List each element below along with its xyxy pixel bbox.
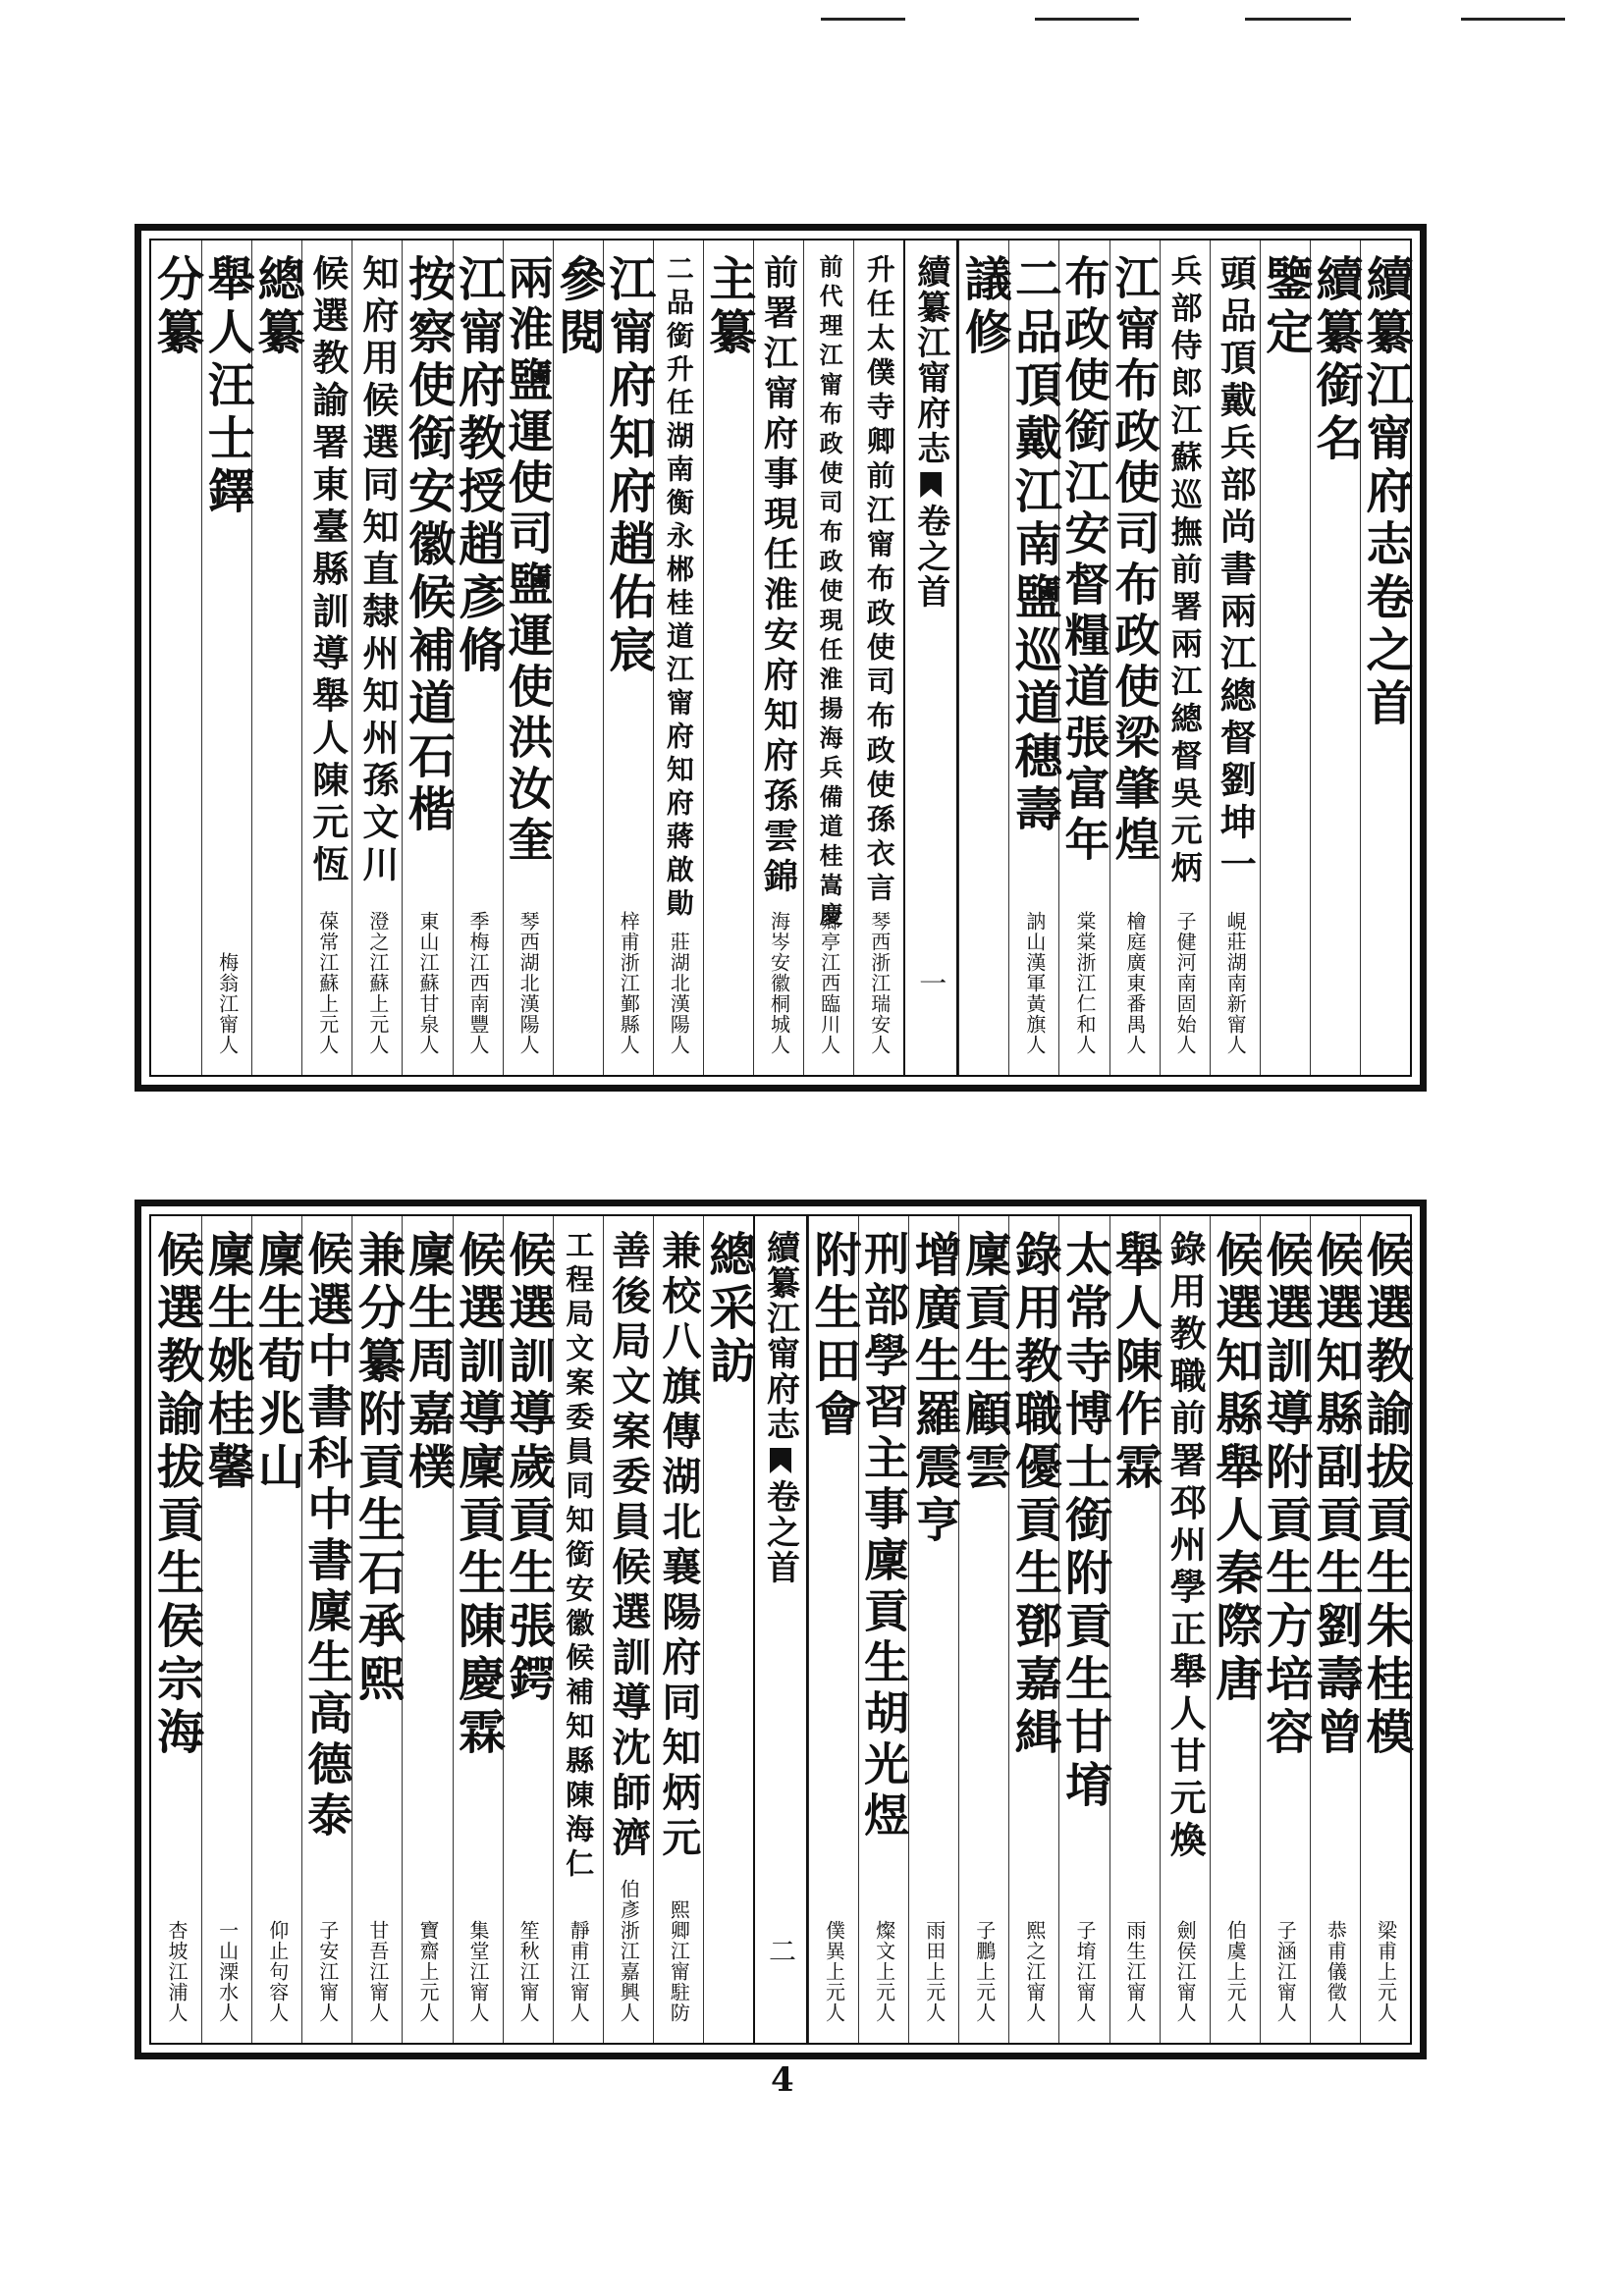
column-main-text: 廩生荀兆山 [249,1230,305,1495]
column-note: 杏坡江浦人 [165,1920,189,2023]
column-note: 仰止句容人 [265,1920,290,2023]
column-note: 莊湖北漢陽人 [667,932,691,1055]
banner-juan: 卷之首 [910,504,950,610]
text-column [803,240,853,1075]
column-main-text: 江甯布政使司布政使梁肇煌 [1108,254,1162,867]
fishtail-mark [920,472,942,498]
column-main-text: 錄用教職優貢生鄧嘉緝 [1006,1230,1062,1760]
column-note: 僕異上元人 [822,1920,846,2023]
column-note: 子鵬上元人 [972,1920,997,2023]
column-main-text: 布政使銜江安督糧道張富年 [1057,254,1111,867]
column-main-text: 兼校八旗傳湖北襄陽府同知炳元 [655,1230,702,1862]
column-main-text: 參閱 [550,254,606,360]
text-column [500,1216,556,2043]
column-main-text: 候選教諭拔貢生朱桂模 [1357,1230,1413,1760]
text-column [1056,1216,1112,2043]
column-note: 東山江蘇甘泉人 [415,911,440,1055]
text-column [1160,240,1210,1075]
column-main-text: 附生田會 [806,1230,862,1442]
column-main-text: 候選知縣副貢生劉壽曾 [1307,1230,1363,1760]
text-column [301,240,352,1075]
banner-folio: 一 [915,969,948,996]
column-note: 棠棠浙江仁和人 [1072,911,1097,1055]
column-main-text: 廩生姚桂馨 [199,1230,255,1495]
column-main-text: 續纂銜名 [1307,254,1363,466]
text-column [503,240,553,1075]
bottom-page-frame [149,1214,1412,2045]
column-main-text: 總纂 [249,254,305,360]
column-note: 訥山漢軍黃旗人 [1022,911,1047,1055]
text-column [1107,1216,1163,2043]
column-note: 子涵江甯人 [1273,1920,1298,2023]
column-main-text: 候選訓導廩貢生陳慶霖 [450,1230,506,1760]
text-column [700,1216,756,2043]
column-note: 一山溧水人 [215,1920,240,2023]
text-column [653,240,703,1075]
column-main-text: 候選教諭拔貢生侯宗海 [148,1230,204,1760]
text-column [600,240,656,1075]
column-main-text: 舉人汪士鐸 [199,254,255,519]
bottom-page [135,1200,1427,2059]
column-main-text: 鑒定 [1257,254,1313,360]
center-banner [903,240,958,1075]
text-column [700,240,756,1075]
text-column [450,240,506,1075]
text-column [906,1216,962,2043]
column-note: 伯彥浙江嘉興人 [617,1879,641,2023]
column-main-text: 候選知縣舉人秦際唐 [1207,1230,1263,1707]
column-note: 雨田上元人 [922,1920,947,2023]
column-note: 葆常江蘇上元人 [315,911,340,1055]
center-banner [753,1216,808,2043]
column-note: 甘吾江甯人 [365,1920,390,2023]
top-page [135,224,1427,1092]
text-column [603,1216,653,2043]
banner-juan: 卷之首 [760,1479,800,1585]
column-note: 笙秋江甯人 [516,1920,541,2023]
top-rule-3 [1245,18,1351,21]
text-column [857,1216,911,2043]
column-main-text: 二品銜升任湖南衡永郴桂道江甯府知府蔣啟勛 [662,254,695,922]
text-column [956,1216,1012,2043]
column-main-text: 二品頂戴江南鹽巡道穗壽 [1006,254,1062,837]
column-main-text: 錄用教職前署邳州學正舉人甘元煥 [1163,1230,1208,1863]
column-main-text: 刑部學習主事廩貢生胡光煜 [857,1230,911,1842]
banner-folio: 二 [765,1937,797,1964]
column-note: 熙之江甯人 [1022,1920,1047,2023]
column-note: 靜甫江甯人 [567,1920,591,2023]
text-column [249,1216,305,2043]
column-main-text: 知府用候選同知直隸州知州孫文川 [355,254,400,887]
column-note: 季梅江西南豐人 [466,911,491,1055]
column-main-text: 分纂 [148,254,204,360]
text-column [553,1216,603,2043]
column-main-text: 兩淮鹽運使司鹽運使洪汝奎 [501,254,555,867]
text-column [1109,240,1160,1075]
text-column [199,1216,255,2043]
text-column [1006,240,1062,1075]
column-note: 恭甫儀徵人 [1324,1920,1348,2023]
text-column [1207,1216,1263,2043]
column-main-text: 廩貢生顧雲 [956,1230,1012,1495]
top-rule-4 [1461,18,1565,21]
column-main-text: 總采訪 [700,1230,756,1389]
text-column [956,240,1012,1075]
column-main-text: 工程局文案委員同知銜安徽候補知縣陳海仁 [562,1230,596,1883]
column-main-text: 善後局文案委員候選訓導沈師濟 [605,1230,652,1862]
column-note: 梓甫浙江鄞縣人 [617,911,641,1055]
column-note: 雨生江甯人 [1123,1920,1148,2023]
text-column [199,240,255,1075]
text-column [1307,1216,1363,2043]
column-main-text: 前代理江甯布政使司布政使現任淮揚海兵備道桂嵩慶 [815,254,844,932]
column-main-text: 按察使銜安徽候補道石楷 [400,254,456,837]
text-column [1257,1216,1313,2043]
column-main-text: 舉人陳作霖 [1107,1230,1163,1495]
text-column [400,1216,456,2043]
column-main-text: 太常寺博士銜附貢生甘堉 [1056,1230,1112,1813]
column-note: 梁甫上元人 [1374,1920,1398,2023]
text-column [148,1216,204,2043]
page-number: 4 [771,2060,794,2100]
text-column [301,1216,352,2043]
column-note: 燦文上元人 [872,1920,896,2023]
column-note: 寶齋上元人 [415,1920,440,2023]
text-column [249,240,305,1075]
top-rule-2 [1035,18,1139,21]
column-note: 劍侯江甯人 [1173,1920,1198,2023]
column-main-text: 升任太僕寺卿前江甯布政使司布政使孫衣言 [862,254,896,907]
column-note: 子堉江甯人 [1072,1920,1097,2023]
column-note: 澄之江蘇上元人 [365,911,390,1055]
column-note: 薌亭江西臨川人 [817,911,841,1055]
column-note: 琴西湖北漢陽人 [516,911,541,1055]
column-main-text: 江甯府教授趙彥脩 [450,254,506,678]
column-note: 檜庭廣東番禺人 [1123,911,1148,1055]
column-main-text: 前署江甯府事現任淮安府知府孫雲錦 [758,254,799,898]
text-column [1160,1216,1210,2043]
text-column [550,240,606,1075]
column-note: 梅翁江甯人 [215,952,240,1055]
text-column [753,240,803,1075]
text-column [350,1216,406,2043]
text-column [1357,1216,1413,2043]
column-note: 琴西浙江瑞安人 [867,911,892,1055]
column-note: 熙卿江甯駐防 [667,1899,691,2023]
text-column [1257,240,1313,1075]
column-note: 伯虞上元人 [1223,1920,1248,2023]
column-main-text: 增廣生羅震亨 [906,1230,962,1548]
column-note: 子安江甯人 [315,1920,340,2023]
top-page-frame [149,239,1412,1077]
text-column [1006,1216,1062,2043]
column-main-text: 江甯府知府趙佑宸 [600,254,656,678]
text-column [450,1216,506,2043]
text-column [653,1216,703,2043]
column-note: 峴莊湖南新甯人 [1223,911,1248,1055]
banner-title: 續纂江甯府志 [910,254,950,466]
column-main-text: 主纂 [700,254,756,360]
column-note: 子健河南固始人 [1173,911,1198,1055]
column-main-text: 兵部侍郎江蘇巡撫前署兩江總督吳元炳 [1165,254,1204,888]
column-main-text: 候選教諭署東臺縣訓導舉人陳元恆 [305,254,350,887]
fishtail-mark [770,1448,791,1473]
text-column [352,240,402,1075]
top-rule-1 [821,18,905,21]
text-column [1210,240,1260,1075]
text-column [853,240,903,1075]
column-main-text: 候選中書科中書廩生高德泰 [300,1230,354,1842]
column-note: 海岑安徽桐城人 [767,911,791,1055]
column-main-text: 議修 [956,254,1012,360]
column-main-text: 候選訓導歲貢生張鍔 [500,1230,556,1707]
text-column [806,1216,862,2043]
text-column [148,240,204,1075]
text-column [1357,240,1413,1075]
column-main-text: 頭品頂戴兵部尚書兩江總督劉坤一 [1214,254,1258,887]
column-main-text: 廩生周嘉樸 [400,1230,456,1495]
column-main-text: 候選訓導附貢生方培容 [1257,1230,1313,1760]
banner-title: 續纂江甯府志 [760,1230,800,1442]
column-main-text: 兼分纂附貢生石承熙 [350,1230,406,1707]
text-column [1058,240,1109,1075]
text-column [400,240,456,1075]
column-main-text: 續纂江甯府志卷之首 [1357,254,1413,731]
column-note: 集堂江甯人 [466,1920,491,2023]
text-column [1307,240,1363,1075]
